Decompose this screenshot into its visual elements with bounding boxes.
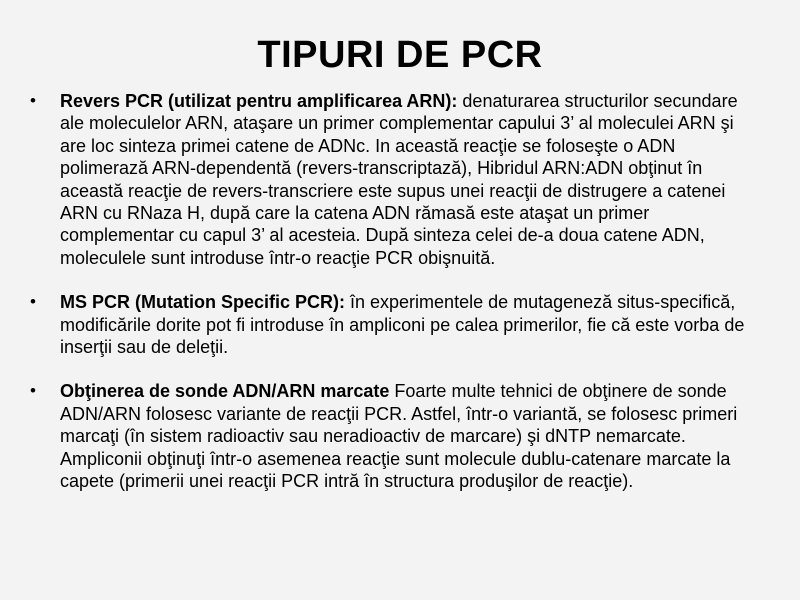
item-body: în experimentele de mutageneză situs-specifică, modificările dorite pot fi introduse în ampliconi pe calea primerilor, fie că este vorba de inserţii sau de deleţii. — [60, 292, 745, 358]
item-heading: MS PCR (Mutation Specific PCR): — [60, 292, 346, 313]
list-item-sonde — [30, 380, 762, 492]
list-item-revers-pcr — [30, 90, 762, 269]
bullet-icon: • — [30, 292, 36, 312]
bullet-icon: • — [30, 91, 36, 110]
slide-title: TIPURI DE PCR — [257, 34, 543, 76]
bullet-list — [30, 90, 762, 515]
item-heading: Obţinerea de sonde ADN/ARN marcate — [60, 381, 390, 402]
bullet-icon: • — [30, 381, 36, 401]
list-item-ms-pcr — [30, 291, 762, 358]
item-heading: Revers PCR (utilizat pentru amplificarea ARN): — [60, 91, 458, 111]
item-body: denaturarea structurilor secundare ale moleculelor ARN, ataşare un primer complementar capului 3’ al moleculei ARN şi are loc sinteza primei catene de ADNc. In această reacţie se foloseşte o ADN polimerază ARN-dependentă (revers-transcriptază), Hibridul ARN:ADN obţinut în această reacţie de revers-transcriere este supus unei reacţii de distrugere a catenei ARN cu RNaza H, după care la catena ADN rămasă este ataşat un primer complementar cu capul 3’ al acesteia. După sinteza celei de-a doua catene ADN, moleculele sunt introduse într-o reacţie PCR obişnuită. — [60, 91, 738, 268]
item-body: Foarte multe tehnici de obţinere de sonde ADN/ARN folosesc variante de reacţii PCR. Astfel, într-o variantă, se folosesc primeri marcaţi (în sistem radioactiv sau neradioactiv de marcare) şi dNTP nemarcate. Ampliconii obţinuţi într-o asemenea reacţie sunt molecule dublu-catenare marcate la capete (primerii unei reacţii PCR intră în structura produşilor de reacţie). — [60, 381, 738, 492]
